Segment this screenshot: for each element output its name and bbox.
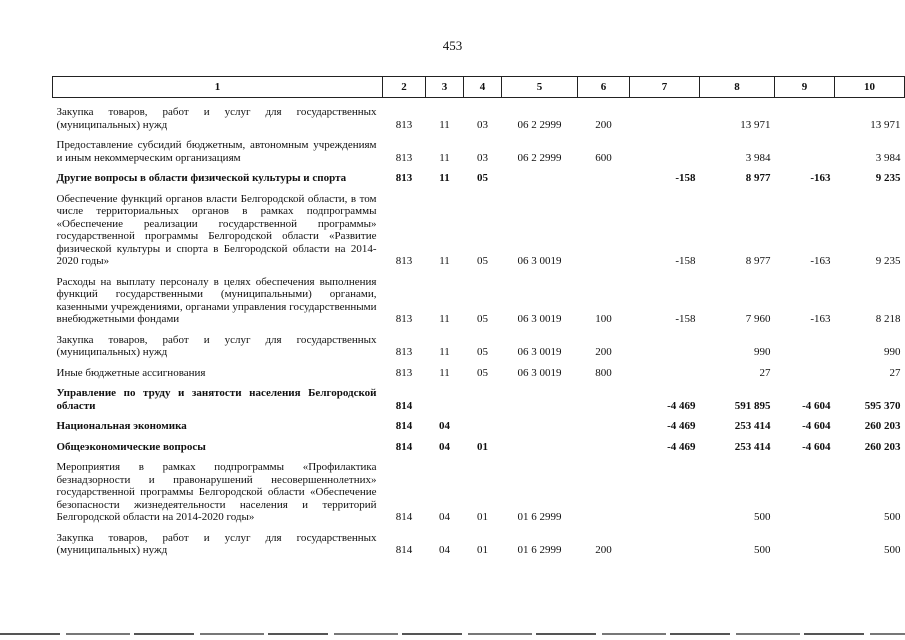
section-code: 11 (439, 366, 450, 379)
amount-2014: 253 414 (734, 440, 771, 453)
amount-change-2014 (630, 453, 700, 524)
column-header: 10 (835, 77, 905, 98)
target-article-code (502, 164, 578, 185)
table-row (53, 524, 905, 557)
expense-type-code (578, 379, 630, 412)
amount-change-2015 (775, 524, 835, 557)
expense-type-code (578, 185, 630, 268)
target-article-code (502, 433, 578, 454)
subsection-code (464, 379, 502, 412)
amount-change-2015: -4 604 (802, 399, 831, 412)
ministry-code: 814 (395, 399, 413, 412)
table-row (53, 433, 905, 454)
subsection-code: 03 (477, 118, 488, 131)
amount-change-2015 (775, 453, 835, 524)
target-article-code: 06 3 0019 (517, 366, 562, 379)
ministry-code: 814 (395, 511, 413, 523)
target-article-code: 06 3 0019 (517, 255, 562, 267)
amount-2015: 595 370 (864, 399, 901, 412)
amount-change-2015 (775, 359, 835, 380)
section-code: 11 (439, 313, 450, 325)
row-name: Другие вопросы в области физической культуры и спорта (56, 172, 347, 184)
expense-type-code: 200 (595, 118, 612, 131)
ministry-code: 814 (395, 420, 413, 432)
column-header: 8 (700, 77, 775, 98)
amount-2014: 8 977 (745, 255, 771, 267)
column-header: 5 (502, 77, 578, 98)
expense-type-code (578, 453, 630, 524)
amount-2015: 8 218 (875, 313, 901, 325)
amount-2014: 990 (754, 346, 771, 358)
column-header: 2 (383, 77, 426, 98)
column-header: 9 (775, 77, 835, 98)
column-header: 4 (464, 77, 502, 98)
ministry-code: 813 (395, 346, 413, 358)
amount-2014: 8 977 (745, 172, 771, 184)
table-row (53, 98, 905, 132)
amount-change-2014: -4 469 (667, 399, 696, 412)
budget-table (52, 76, 905, 557)
amount-2014: 27 (759, 366, 771, 379)
amount-2015: 9 235 (875, 172, 901, 184)
subsection-code: 05 (477, 255, 488, 267)
amount-2015: 27 (889, 366, 901, 379)
amount-2015: 3 984 (875, 151, 901, 164)
amount-change-2015 (775, 131, 835, 164)
amount-2014: 500 (754, 511, 771, 523)
amount-2015: 500 (884, 511, 901, 523)
ministry-code: 813 (395, 118, 413, 131)
subsection-code: 05 (477, 346, 488, 358)
target-article-code: 01 6 2999 (517, 544, 562, 556)
subsection-code: 05 (477, 313, 488, 325)
table-row (53, 185, 905, 268)
row-name: Мероприятия в рамках подпрограммы «Профилактика безнадзорности и правонарушений несовершеннолетних» государственной программы Белгородской области «Обеспечение безопасности жизнедеятельности населения и территорий Белгородской области на 2014-2020 годы» (56, 461, 377, 523)
ministry-code: 814 (395, 544, 413, 556)
ministry-code: 813 (395, 313, 413, 325)
section-code: 04 (439, 511, 450, 523)
target-article-code: 06 2 2999 (517, 118, 562, 131)
table-row (53, 268, 905, 326)
amount-change-2015: -4 604 (802, 440, 831, 453)
amount-2014: 500 (754, 544, 771, 556)
row-name: Предоставление субсидий бюджетным, автономным учреждениям и иным некоммерческим организациям (56, 139, 377, 164)
table-row (53, 326, 905, 359)
subsection-code: 01 (477, 544, 488, 556)
amount-2014: 7 960 (745, 313, 771, 325)
amount-2015: 260 203 (864, 420, 901, 432)
amount-change-2014: -158 (675, 172, 696, 184)
amount-change-2014: -4 469 (667, 420, 696, 432)
amount-2014: 591 895 (734, 399, 771, 412)
subsection-code: 03 (477, 151, 488, 164)
section-code: 11 (439, 346, 450, 358)
table-row (53, 131, 905, 164)
amount-2015: 260 203 (864, 440, 901, 453)
ministry-code: 813 (395, 255, 413, 267)
section-code: 11 (439, 255, 450, 267)
subsection-code: 05 (477, 366, 488, 379)
target-article-code: 01 6 2999 (517, 511, 562, 523)
subsection-code: 01 (477, 440, 488, 453)
amount-change-2015 (775, 98, 835, 132)
row-name: Закупка товаров, работ и услуг для государственных (муниципальных) нужд (56, 531, 377, 556)
ministry-code: 813 (395, 172, 413, 184)
table-row (53, 453, 905, 524)
amount-change-2015: -163 (810, 172, 831, 184)
section-code: 11 (439, 118, 450, 131)
expense-type-code: 600 (595, 151, 612, 164)
row-name: Обеспечение функций органов власти Белгородской области, в том числе территориальных органов в рамках подпрограммы «Обеспечение реализации государственной программы» государственной программы Белгородской области «Развитие физической культуры и спорта в Белгородской области на 2014-2020 годы» (56, 192, 377, 267)
table-row (53, 379, 905, 412)
amount-change-2015: -163 (810, 313, 831, 325)
amount-2015: 9 235 (875, 255, 901, 267)
amount-2015: 13 971 (870, 118, 901, 131)
expense-type-code: 800 (595, 366, 612, 379)
expense-type-code (578, 433, 630, 454)
subsection-code: 05 (477, 172, 488, 184)
amount-change-2014: -158 (675, 313, 696, 325)
expense-type-code (578, 164, 630, 185)
amount-change-2014 (630, 359, 700, 380)
page-number: 453 (442, 38, 463, 53)
row-name: Общеэкономические вопросы (56, 440, 206, 453)
row-name: Иные бюджетные ассигнования (56, 366, 206, 379)
row-name: Закупка товаров, работ и услуг для государственных (муниципальных) нужд (56, 333, 377, 358)
amount-2014: 253 414 (734, 420, 771, 432)
row-name: Управление по труду и занятости населения Белгородской области (56, 387, 377, 412)
amount-change-2015 (775, 326, 835, 359)
row-name: Расходы на выплату персоналу в целях обеспечения выполнения функций государственными (муниципальными) органами, казенными учреждениями, органами управления государственными внебюджетными фондами (56, 275, 377, 325)
page-bottom-edge (0, 633, 905, 635)
section-code: 04 (439, 544, 450, 556)
column-header: 7 (630, 77, 700, 98)
table-row (53, 412, 905, 433)
target-article-code (502, 379, 578, 412)
target-article-code (502, 412, 578, 433)
section-code (426, 379, 464, 412)
amount-2015: 500 (884, 544, 901, 556)
section-code: 04 (439, 440, 450, 453)
section-code: 11 (439, 172, 450, 184)
amount-change-2014: -158 (675, 255, 696, 267)
amount-change-2014: -4 469 (667, 440, 696, 453)
section-code: 11 (439, 151, 450, 164)
column-header: 1 (53, 77, 383, 98)
section-code: 04 (439, 420, 450, 432)
expense-type-code: 200 (595, 346, 612, 358)
subsection-code: 01 (477, 511, 488, 523)
amount-change-2014 (630, 98, 700, 132)
expense-type-code: 100 (595, 313, 612, 325)
table-row (53, 359, 905, 380)
ministry-code: 813 (395, 366, 413, 379)
subsection-code (464, 412, 502, 433)
target-article-code: 06 3 0019 (517, 313, 562, 325)
ministry-code: 814 (395, 440, 413, 453)
row-name: Закупка товаров, работ и услуг для государственных (муниципальных) нужд (56, 106, 377, 131)
column-header: 3 (426, 77, 464, 98)
amount-2014: 13 971 (740, 118, 771, 131)
amount-2015: 990 (884, 346, 901, 358)
target-article-code: 06 2 2999 (517, 151, 562, 164)
table-row (53, 164, 905, 185)
amount-change-2015: -4 604 (802, 420, 831, 432)
amount-change-2014 (630, 524, 700, 557)
amount-change-2014 (630, 326, 700, 359)
column-header: 6 (578, 77, 630, 98)
row-name: Национальная экономика (56, 420, 187, 432)
expense-type-code (578, 412, 630, 433)
expense-type-code: 200 (595, 544, 612, 556)
header-row (53, 77, 905, 98)
target-article-code: 06 3 0019 (517, 346, 562, 358)
ministry-code: 813 (395, 151, 413, 164)
amount-change-2014 (630, 131, 700, 164)
amount-change-2015: -163 (810, 255, 831, 267)
amount-2014: 3 984 (745, 151, 771, 164)
